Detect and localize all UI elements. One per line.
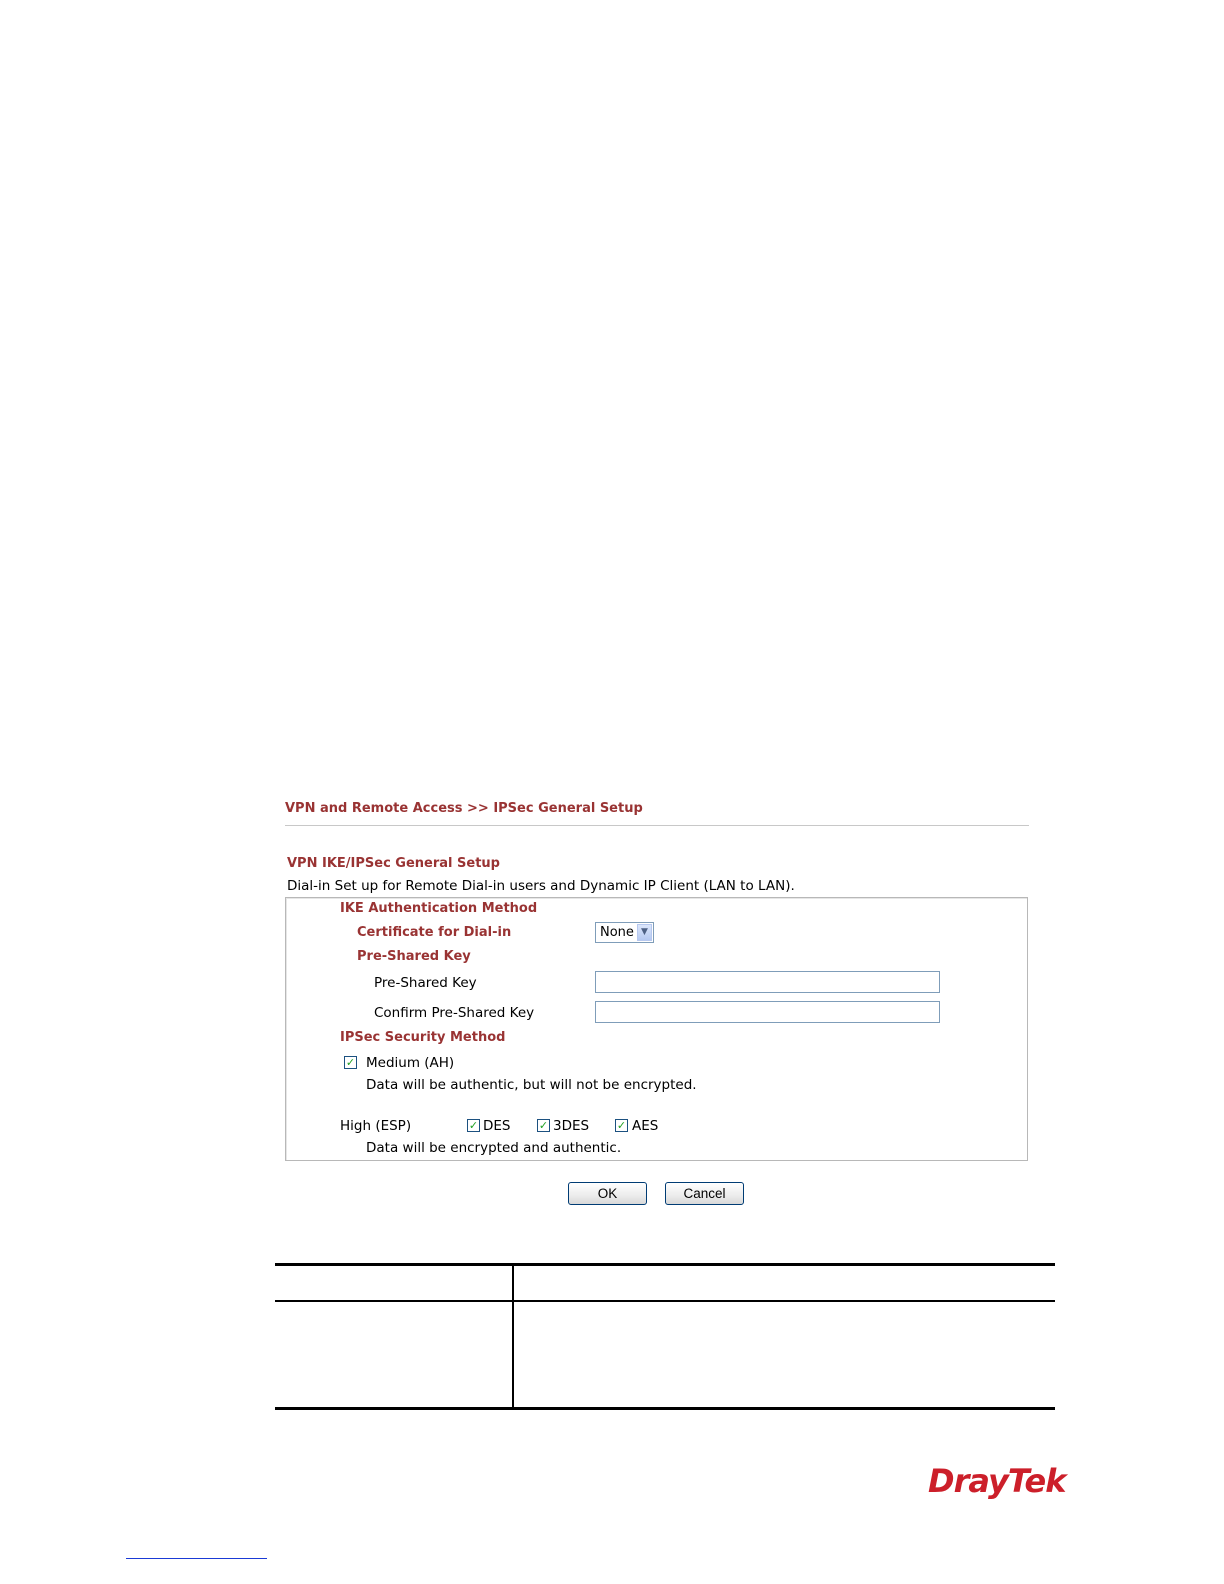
des-label: DES xyxy=(483,1118,511,1134)
ok-button[interactable]: OK xyxy=(568,1182,647,1205)
3des-label: 3DES xyxy=(553,1118,590,1134)
chevron-down-icon[interactable]: ▼ xyxy=(637,924,652,941)
ipsec-security-heading: IPSec Security Method xyxy=(340,1030,506,1045)
high-esp-description: Data will be encrypted and authentic. xyxy=(366,1140,622,1156)
pre-shared-key-label: Pre-Shared Key xyxy=(374,975,477,991)
confirm-pre-shared-key-input[interactable] xyxy=(595,1001,940,1023)
aes-checkbox[interactable] xyxy=(615,1119,628,1132)
table-bottom-rule xyxy=(275,1407,1055,1410)
high-esp-label: High (ESP) xyxy=(340,1118,412,1134)
check-icon: ✓ xyxy=(616,1119,627,1132)
certificate-select-value: None xyxy=(600,925,634,940)
table-header-rule xyxy=(275,1300,1055,1302)
3des-checkbox[interactable] xyxy=(537,1119,550,1132)
ike-auth-heading: IKE Authentication Method xyxy=(340,901,538,916)
des-checkbox[interactable] xyxy=(467,1119,480,1132)
check-icon: ✓ xyxy=(538,1119,549,1132)
check-icon: ✓ xyxy=(345,1056,356,1069)
certificate-label: Certificate for Dial-in xyxy=(357,925,512,940)
medium-ah-checkbox[interactable] xyxy=(344,1056,357,1069)
table-column-divider xyxy=(512,1264,514,1409)
draytek-logo: DrayTek xyxy=(928,1462,1066,1500)
pre-shared-key-heading: Pre-Shared Key xyxy=(357,949,471,964)
medium-ah-label: Medium (AH) xyxy=(366,1055,455,1071)
table-top-rule xyxy=(275,1263,1055,1266)
header-divider xyxy=(285,825,1029,826)
medium-ah-description: Data will be authentic, but will not be encrypted. xyxy=(366,1077,697,1093)
pre-shared-key-input[interactable] xyxy=(595,971,940,993)
section-title: VPN IKE/IPSec General Setup xyxy=(287,856,500,871)
cancel-button[interactable]: Cancel xyxy=(665,1182,744,1205)
breadcrumb: VPN and Remote Access >> IPSec General Setup xyxy=(285,801,643,816)
check-icon: ✓ xyxy=(468,1119,479,1132)
section-description: Dial-in Set up for Remote Dial-in users and Dynamic IP Client (LAN to LAN). xyxy=(287,878,795,894)
certificate-select[interactable] xyxy=(595,922,654,943)
footer-link-underline[interactable] xyxy=(126,1558,267,1559)
confirm-pre-shared-key-label: Confirm Pre-Shared Key xyxy=(374,1005,535,1021)
aes-label: AES xyxy=(632,1118,659,1134)
